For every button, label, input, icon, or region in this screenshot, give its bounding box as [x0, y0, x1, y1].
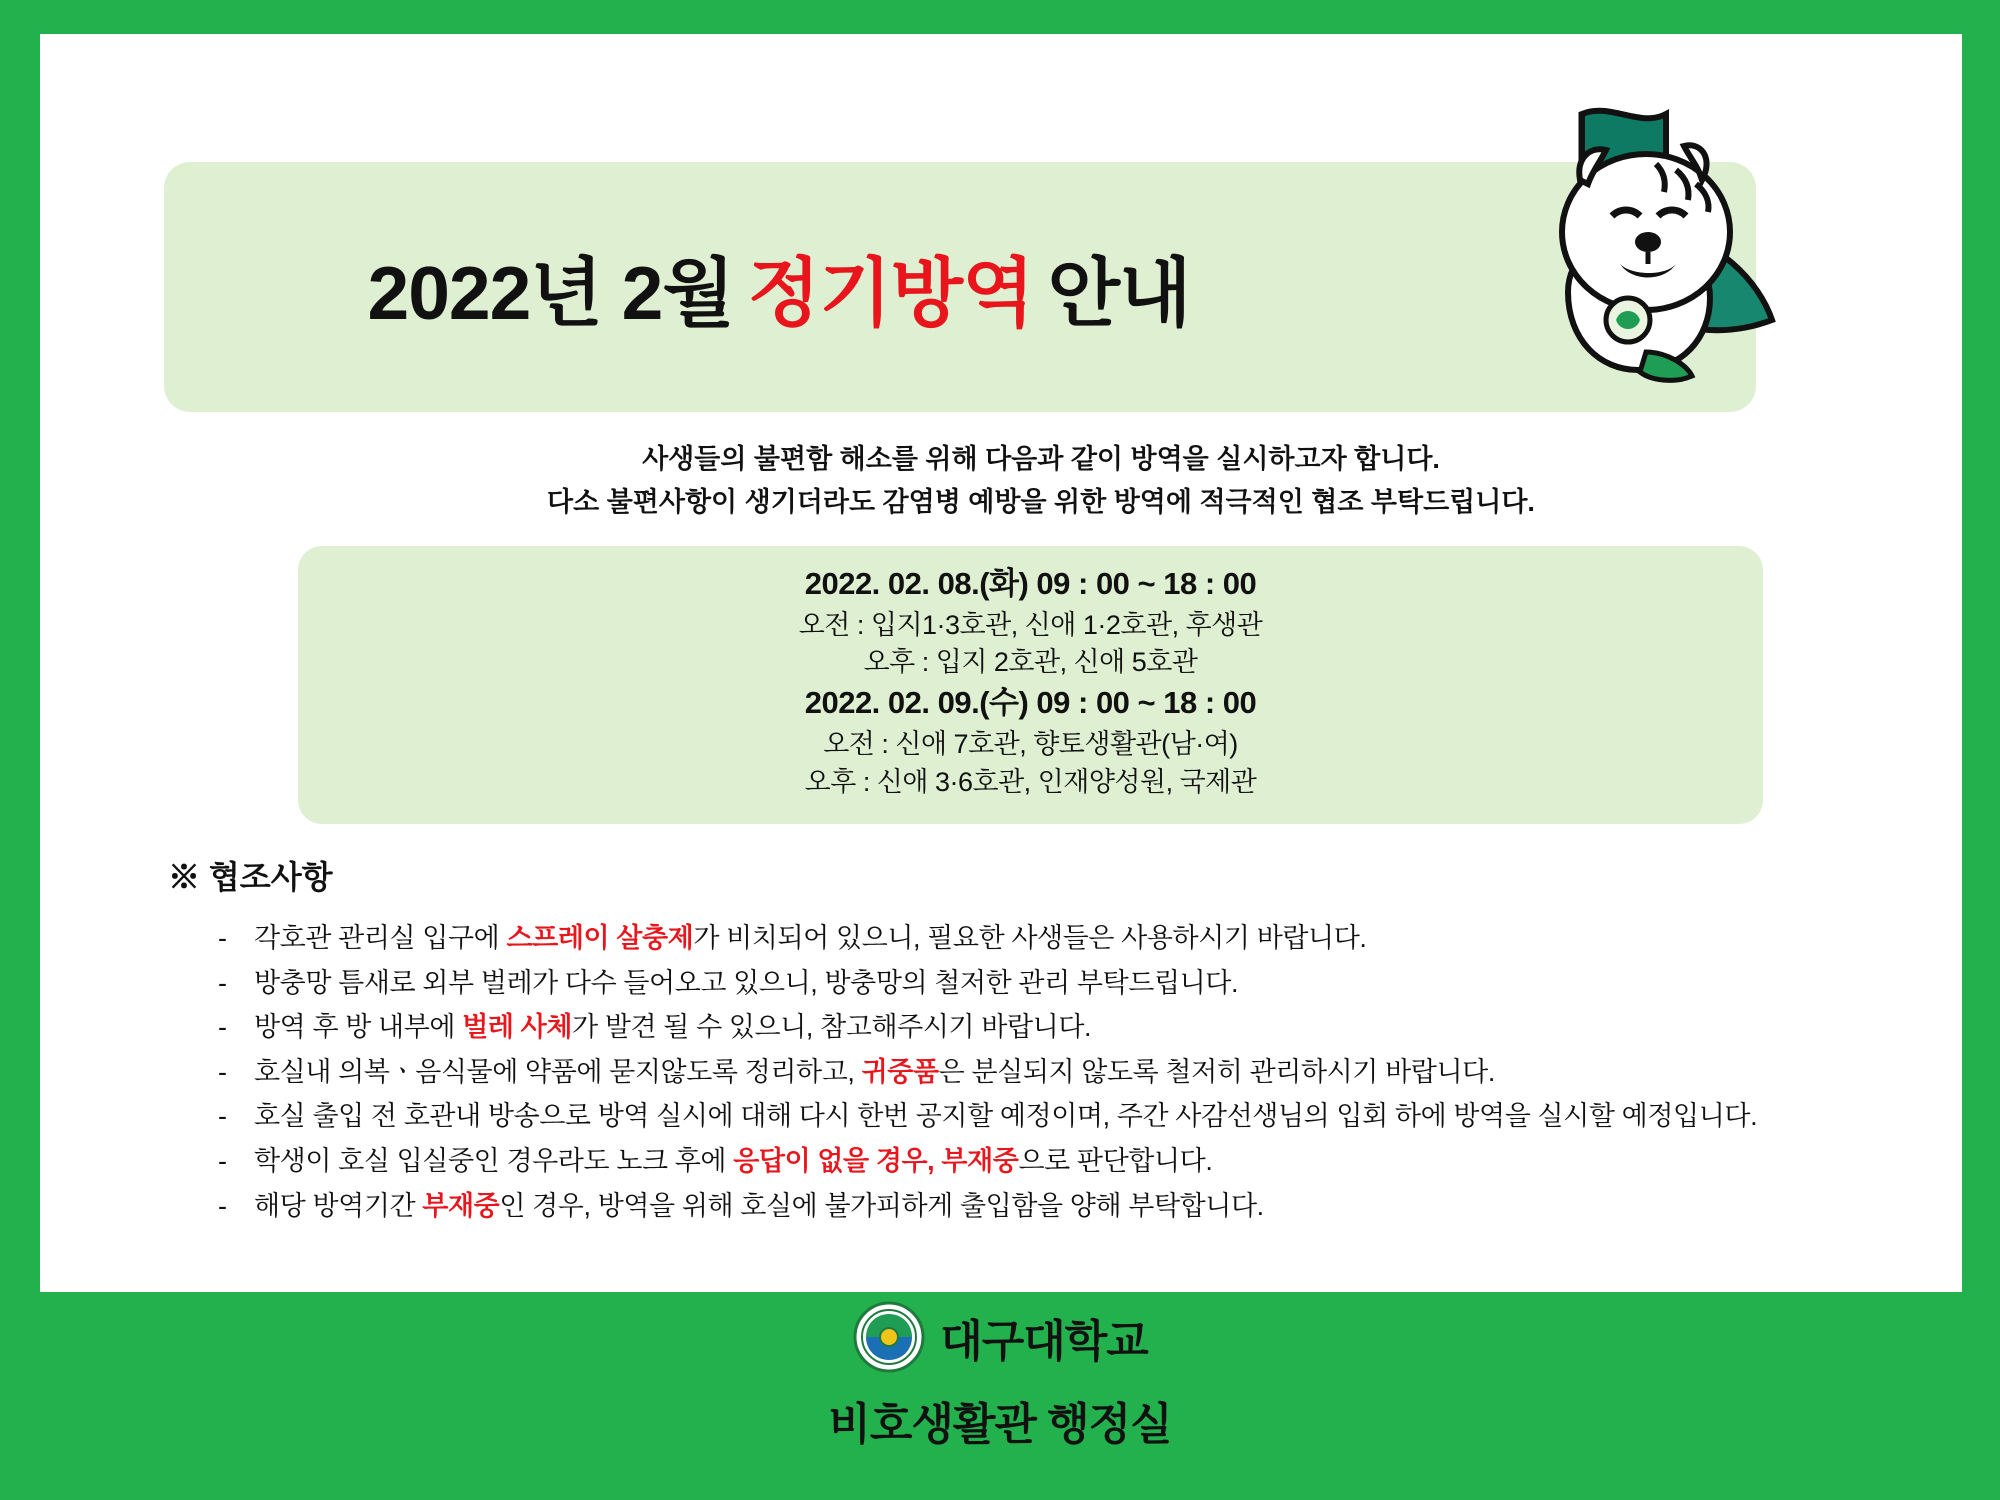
notes-heading: ※ 협조사항: [168, 859, 333, 895]
list-bullet: -: [218, 1012, 227, 1043]
list-bullet: -: [218, 967, 227, 998]
list-bullet: -: [218, 1190, 227, 1221]
list-item-text: [254, 1142, 1938, 1181]
list-item: [218, 919, 1938, 958]
list-item: [218, 1053, 1938, 1092]
list-item: [218, 1097, 1938, 1136]
note-post: 인 경우, 방역을 위해 호실에 불가피하게 출입함을 양해 부탁합니다.: [499, 1190, 1264, 1221]
list-bullet: -: [218, 1146, 227, 1177]
title-highlight: 정기방역: [747, 250, 1034, 335]
list-item-text: [254, 1008, 1938, 1047]
intro-line-1: 사생들의 불편함 해소를 위해 다음과 같이 방역을 실시하고자 합니다.: [642, 444, 1440, 474]
note-pre: 각호관 관리실 입구에: [254, 923, 507, 953]
footer-university-name: 대구대학교: [940, 1317, 1148, 1366]
list-item-text: [254, 1097, 1938, 1136]
note-post: 은 분실되지 않도록 철저히 관리하시기 바랍니다.: [938, 1056, 1495, 1087]
list-bullet: -: [218, 1056, 227, 1087]
list-item: [218, 1187, 1938, 1226]
title-part2: 안내: [1047, 250, 1191, 335]
schedule-am-1: 오전 : 입지1·3호관, 신애 1·2호관, 후생관: [798, 609, 1263, 640]
note-highlight: 귀중품: [861, 1056, 939, 1087]
footer-university-row: [0, 1300, 2000, 1374]
university-emblem-icon: [852, 1300, 926, 1374]
list-item: [218, 964, 1938, 1003]
list-bullet: -: [218, 923, 227, 953]
note-post: 가 발견 될 수 있으니, 참고해주시기 바랍니다.: [572, 1012, 1092, 1043]
schedule-pm-1: 오후 : 입지 2호관, 신애 5호관: [863, 647, 1198, 678]
schedule-pm-2: 오후 : 신애 3·6호관, 인재양성원, 국제관: [804, 766, 1257, 797]
note-pre: 해당 방역기간: [254, 1190, 423, 1221]
note-pre: 방역 후 방 내부에: [254, 1012, 463, 1043]
note-post: 가 비치되어 있으니, 필요한 사생들은 사용하시기 바랍니다.: [693, 923, 1367, 953]
tiger-mascot-icon: [1460, 84, 1790, 424]
note-pre: 방충망 틈새로 외부 벌레가 다수 들어오고 있으니, 방충망의 철저한 관리 부탁드립니다.: [254, 967, 1239, 998]
list-item: [218, 1008, 1938, 1047]
list-item: [218, 1142, 1938, 1181]
note-pre: 호실 출입 전 호관내 방송으로 방역 실시에 대해 다시 한번 공지할 예정이며, 주간 사감선생님의 입회 하에 방역을 실시할 예정입니다.: [254, 1101, 1758, 1132]
schedule-date-1: 2022. 02. 08.(화) 09 : 00 ~ 18 : 00: [804, 566, 1257, 601]
schedule-box: [298, 546, 1763, 824]
note-highlight: 응답이 없을 경우, 부재중: [733, 1146, 1019, 1177]
schedule-am-2: 오전 : 신애 7호관, 향토생활관(남·여): [823, 729, 1238, 760]
note-pre: 호실내 의복ㆍ음식물에 약품에 묻지않도록 정리하고,: [254, 1056, 862, 1087]
note-highlight: 스프레이 살충제: [506, 923, 694, 953]
note-pre: 학생이 호실 입실중인 경우라도 노크 후에: [254, 1146, 734, 1177]
title-part1: 2022년 2월: [367, 250, 734, 335]
list-item-text: [254, 919, 1938, 958]
intro-line-2: 다소 불편사항이 생기더라도 감염병 예방을 위한 방역에 적극적인 협조 부탁드립니다.: [547, 487, 1535, 518]
intro-text: [80, 438, 2000, 524]
footer-office-name: 비호생활관 행정실: [828, 1400, 1172, 1449]
note-post: 으로 판단합니다.: [1018, 1146, 1213, 1177]
schedule-date-2: 2022. 02. 09.(수) 09 : 00 ~ 18 : 00: [804, 685, 1257, 721]
white-content-panel: [40, 34, 1962, 1292]
note-highlight: 벌레 사체: [462, 1012, 573, 1043]
list-item-text: [254, 964, 1938, 1003]
list-item-text: [254, 1053, 1938, 1092]
footer: [0, 1300, 2000, 1452]
note-highlight: 부재중: [422, 1190, 500, 1221]
notes-list: [218, 919, 1938, 1231]
list-item-text: [254, 1187, 1938, 1226]
page-title: [164, 162, 1394, 412]
list-bullet: -: [218, 1101, 227, 1132]
